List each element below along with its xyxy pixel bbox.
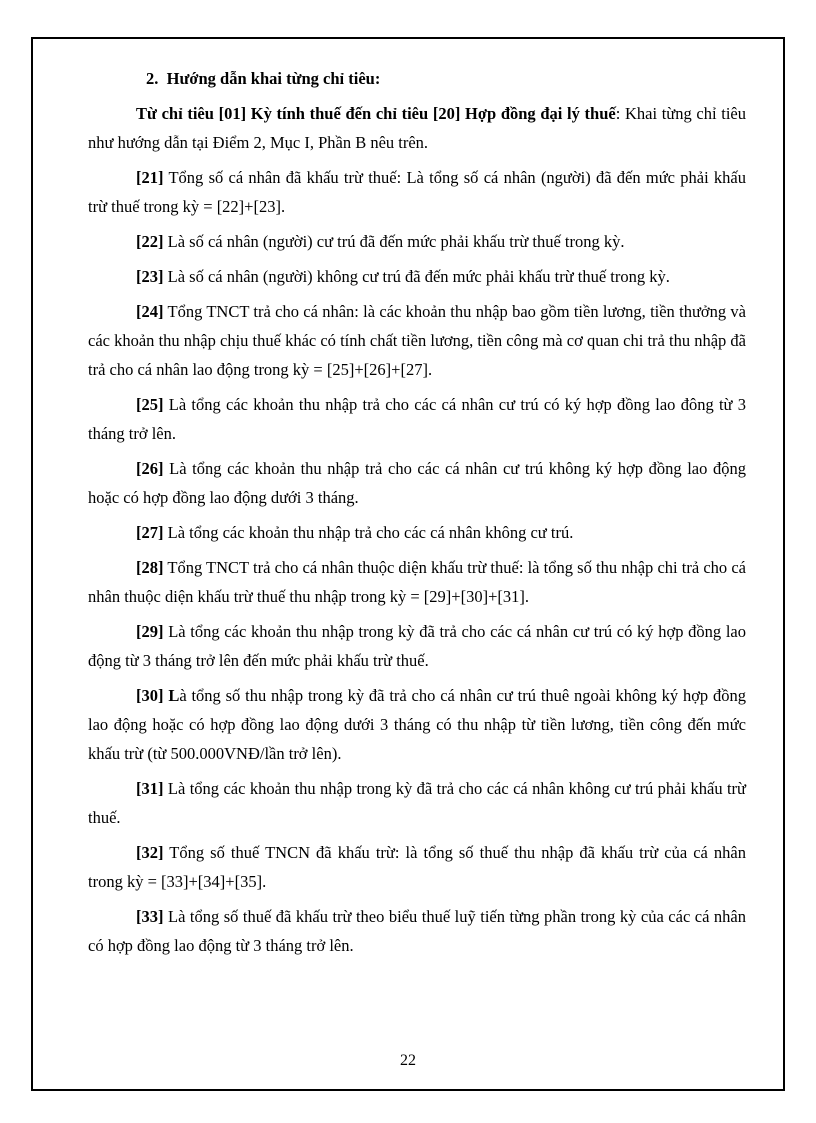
paragraph [88,297,746,384]
paragraph [88,390,746,448]
paragraph-text: Là tổng các khoản thu nhập trả cho các cá nhân cư trú không ký hợp đồng lao động hoặc có hợp đồng lao động dưới 3 tháng. [88,459,746,507]
paragraph-text: : Khai từng chỉ tiêu như hướng dẫn tại Điểm 2, Mục I, Phần B nêu trên. [88,104,747,152]
paragraph-text: à tổng số thu nhập trong kỳ đã trả cho cá nhân cư trú thuê ngoài không ký hợp đồng lao động hoặc có hợp đồng lao động dưới 3 tháng có thu nhập từ tiền lương, tiền công đến mức khấu trừ (từ 500.000VNĐ/lần trở lên). [88,686,746,763]
paragraph-list [88,99,746,960]
paragraph [88,774,746,832]
paragraph-lead: [27] [136,523,164,542]
paragraph-lead: [30] L [136,686,180,705]
paragraph [88,838,746,896]
paragraph [88,553,746,611]
paragraph-lead: [31] [136,779,164,798]
paragraph-text: Tổng TNCT trả cho cá nhân thuộc diện khấu trừ thuế: là tổng số thu nhập chi trả cho cá nhân thuộc diện khấu trừ thuế thu nhập trong kỳ = [29]+[30]+[31]. [88,558,746,606]
paragraph [88,902,746,960]
paragraph-text: Là tổng các khoản thu nhập trả cho các cá nhân không cư trú. [163,523,574,542]
paragraph-text: Là số cá nhân (người) cư trú đã đến mức phải khấu trừ thuế trong kỳ. [163,232,625,251]
paragraph-lead: [22] [136,232,164,251]
paragraph-lead: [26] [136,459,164,478]
paragraph [88,99,746,157]
paragraph-lead: [23] [136,267,164,286]
paragraph-text: Tổng số cá nhân đã khấu trừ thuế: Là tổng số cá nhân (người) đã đến mức phải khấu trừ thuế trong kỳ = [22]+[23]. [88,168,746,216]
paragraph [88,518,746,547]
paragraph-lead: [29] [136,622,164,641]
paragraph-lead: [25] [136,395,164,414]
paragraph-lead: [33] [136,907,164,926]
paragraph-lead: Từ chỉ tiêu [01] Kỳ tính thuế đến chỉ tiêu [20] Hợp đồng đại lý thuế [136,104,616,123]
paragraph-lead: [24] [136,302,164,321]
page-content [88,64,746,960]
paragraph-text: Là tổng số thuế đã khấu trừ theo biểu thuế luỹ tiến từng phần trong kỳ của các cá nhân có hợp đồng lao động từ 3 tháng trở lên. [88,907,746,955]
paragraph [88,262,746,291]
paragraph [88,454,746,512]
paragraph-text: Là tổng các khoản thu nhập trong kỳ đã trả cho các cá nhân không cư trú phải khấu trừ thuế. [88,779,746,827]
paragraph [88,163,746,221]
paragraph [88,617,746,675]
paragraph-lead: [21] [136,168,164,187]
paragraph-text: Là tổng các khoản thu nhập trong kỳ đã trả cho các cá nhân cư trú có ký hợp đồng lao động từ 3 tháng trở lên đến mức phải khấu trừ thuế. [88,622,746,670]
section-heading: 2. Hướng dẫn khai từng chỉ tiêu: [146,69,381,88]
paragraph-lead: [32] [136,843,164,862]
paragraph-lead: [28] [136,558,164,577]
paragraph [88,681,746,768]
page-number: 22 [400,1052,416,1069]
paragraph-text: Là số cá nhân (người) không cư trú đã đến mức phải khấu trừ thuế trong kỳ. [163,267,670,286]
paragraph-text: Tổng số thuế TNCN đã khấu trừ: là tổng số thuế thu nhập đã khấu trừ của cá nhân trong kỳ = [33]+[34]+[35]. [88,843,746,891]
paragraph [88,227,746,256]
paragraph-text: Tổng TNCT trả cho cá nhân: là các khoản thu nhập bao gồm tiền lương, tiền thưởng và các khoản thu nhập chịu thuế khác có tính chất tiền lương, tiền công mà cơ quan chi trả thu nhập đã trả cho cá nhân lao động trong kỳ = [25]+[26]+[27]. [88,302,746,379]
paragraph-text: Là tổng các khoản thu nhập trả cho các cá nhân cư trú có ký hợp đồng lao đông từ 3 tháng trở lên. [88,395,746,443]
